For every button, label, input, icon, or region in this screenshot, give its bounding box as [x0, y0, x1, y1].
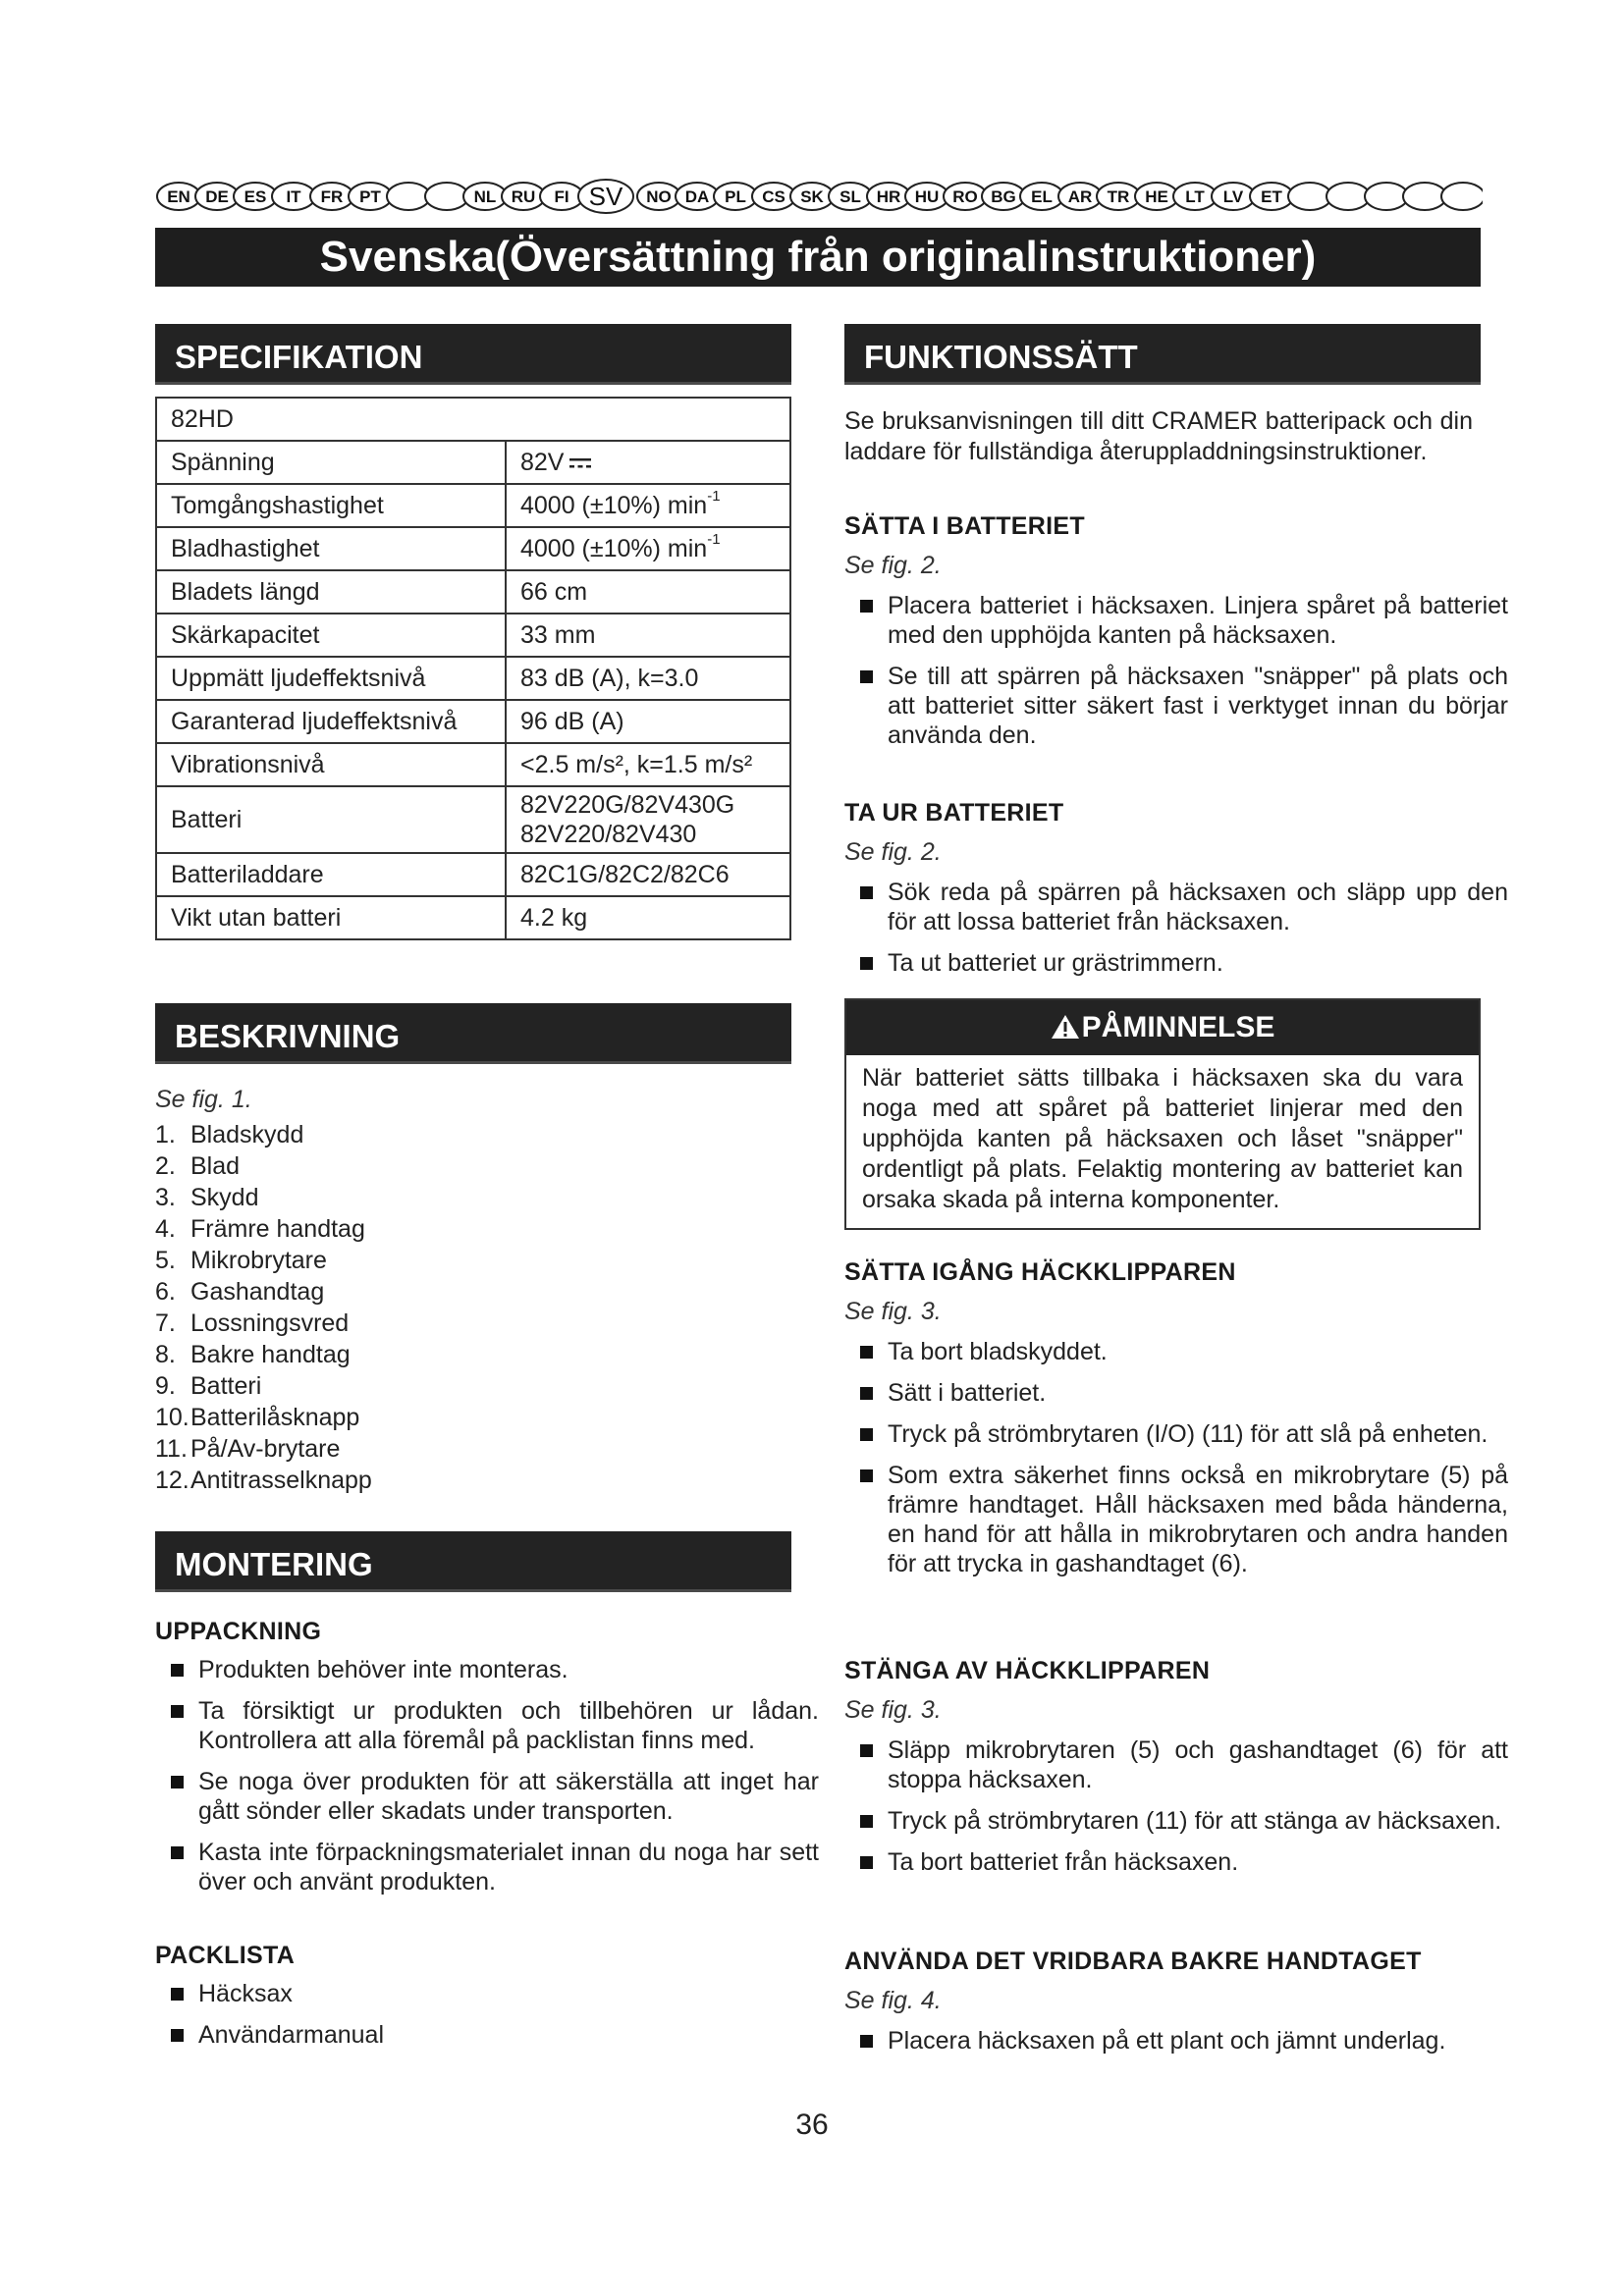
language-tab-no[interactable]: [637, 183, 680, 210]
table-row: [156, 896, 790, 939]
list-item: [155, 1433, 784, 1465]
list-item: [844, 1806, 1508, 1836]
language-tab-ru[interactable]: [502, 183, 545, 210]
bullet-icon: [860, 957, 873, 970]
item-text: Bakre handtag: [190, 1341, 351, 1368]
language-tab-empty[interactable]: [387, 183, 430, 210]
item-number: 9.: [155, 1372, 176, 1400]
language-tab-lt[interactable]: [1173, 183, 1217, 210]
table-row: [156, 700, 790, 743]
item-text: Ta bort bladskyddet.: [888, 1338, 1108, 1365]
language-tab-label: EL: [1031, 187, 1053, 206]
language-tab-tr[interactable]: [1097, 183, 1140, 210]
item-text: Batteri: [190, 1372, 262, 1400]
item-text: Sök reda på spärren på häcksaxen och släpp upp den för att lossa batteriet från häcksaxen.: [888, 879, 1508, 935]
language-tab-label: NL: [473, 187, 497, 206]
bullet-icon: [171, 1776, 184, 1789]
language-tab-sv[interactable]: [578, 180, 633, 213]
parts-list: [155, 1119, 784, 1496]
language-tab-bg[interactable]: [982, 183, 1025, 210]
montering-heading: MONTERING: [155, 1531, 791, 1592]
specifikation-heading: SPECIFIKATION: [155, 324, 791, 385]
language-tab-da[interactable]: [676, 183, 719, 210]
table-row: [156, 570, 790, 614]
language-tab-empty[interactable]: [1288, 183, 1331, 210]
spec-value: [506, 484, 790, 527]
uppackning-heading: UPPACKNING: [155, 1618, 322, 1645]
item-text: Gashandtag: [190, 1278, 325, 1306]
list-item: [155, 1308, 784, 1339]
item-text: Skydd: [190, 1184, 259, 1211]
list-item: [155, 1838, 819, 1896]
beskrivning-heading: BESKRIVNING: [155, 1003, 791, 1064]
item-number: 8.: [155, 1341, 176, 1368]
dc-voltage-icon: [569, 456, 591, 470]
language-tab-hr[interactable]: [867, 183, 910, 210]
item-text: Tryck på strömbrytaren (11) för att stänga av häcksaxen.: [888, 1807, 1502, 1835]
list-item: [155, 1370, 784, 1402]
spec-label: Spänning: [156, 441, 506, 484]
language-tab-label: LT: [1185, 187, 1205, 206]
table-row: [156, 441, 790, 484]
item-text: Ta försiktigt ur produkten och tillbehören ur lådan. Kontrollera att alla föremål på packlistan finns med.: [198, 1697, 819, 1754]
item-number: 11.: [155, 1435, 188, 1463]
anvanda-heading: ANVÄNDA DET VRIDBARA BAKRE HANDTAGET: [844, 1948, 1422, 1975]
language-tab-hu[interactable]: [905, 183, 948, 210]
item-text: Produkten behöver inte monteras.: [198, 1656, 568, 1683]
fig-ref: Se fig. 2.: [844, 552, 942, 579]
bullet-icon: [860, 600, 873, 613]
list-item: [844, 1337, 1508, 1366]
language-tab-label: TR: [1107, 187, 1130, 206]
reminder-text: När batteriet sätts tillbaka i häcksaxen ska du vara noga med att spåret på batteriet linjerar med den upphöjda kanten på häcksaxen och låset "snäpper" ordentligt på plats. Felaktig montering av batteriet kan orsaka skada på interna komponenter.: [862, 1064, 1463, 1213]
fig-ref: Se fig. 4.: [844, 1987, 942, 2014]
table-row: [156, 527, 790, 570]
bullet-icon: [860, 1428, 873, 1441]
language-tab-fr[interactable]: [310, 183, 353, 210]
item-number: 10.: [155, 1404, 189, 1431]
list-item: [844, 591, 1508, 650]
ta-ur-list: [844, 878, 1508, 989]
language-tab-label: DE: [205, 187, 229, 206]
spec-value-line: 82V220G/82V430G: [520, 791, 735, 819]
language-tab-fi[interactable]: [540, 183, 583, 210]
item-number: 6.: [155, 1278, 176, 1306]
spec-value: [506, 441, 790, 484]
item-text: Främre handtag: [190, 1215, 365, 1243]
item-text: Som extra säkerhet finns också en mikrobrytare (5) på främre handtaget. Håll häcksaxen med båda händerna, en hand för att hålla in mikrobrytaren och andra handen för att trycka in gashandtaget (6).: [888, 1462, 1508, 1577]
language-tab-sk[interactable]: [790, 183, 834, 210]
bullet-icon: [860, 886, 873, 899]
list-item: [844, 1847, 1508, 1877]
list-item: [155, 2020, 819, 2050]
spec-value: <2.5 m/s², k=1.5 m/s²: [506, 743, 790, 786]
list-item: [844, 1735, 1508, 1794]
anvanda-list: [844, 2026, 1508, 2067]
list-item: [844, 662, 1508, 750]
warning-triangle-icon: [1051, 1014, 1080, 1040]
reminder-heading: [846, 1000, 1479, 1055]
fig-ref: Se fig. 3.: [844, 1298, 942, 1325]
page-title: Svenska(Översättning från originalinstruktioner): [155, 228, 1481, 287]
language-tab-label: RU: [511, 187, 536, 206]
list-item: [844, 878, 1508, 936]
item-number: 1.: [155, 1121, 176, 1148]
language-tab-label: BG: [991, 187, 1016, 206]
page-number: 36: [795, 2109, 829, 2141]
bullet-icon: [860, 1387, 873, 1400]
spec-value-text: 4000 (±10%) min: [520, 534, 708, 562]
list-item: [844, 1461, 1508, 1578]
spec-value: 83 dB (A), k=3.0: [506, 657, 790, 700]
language-tab-el[interactable]: [1020, 183, 1063, 210]
language-tab-empty[interactable]: [1441, 183, 1483, 210]
language-tab-en[interactable]: [157, 183, 200, 210]
funktionssatt-intro: Se bruksanvisningen till ditt CRAMER batteripack och din laddare för fullständiga återuppladdningsinstruktioner.: [844, 407, 1473, 465]
language-tab-empty[interactable]: [425, 183, 468, 210]
item-text: Se noga över produkten för att säkerställa att inget har gått sönder eller skadats under transporten.: [198, 1768, 819, 1825]
list-item: [844, 948, 1508, 978]
list-item: [155, 1696, 819, 1755]
language-tab-label: HU: [914, 187, 940, 206]
spec-table: [155, 397, 791, 940]
language-tabs: [155, 179, 1483, 214]
bullet-icon: [860, 1469, 873, 1482]
spec-label: Bladhastighet: [156, 527, 506, 570]
list-item: [155, 1276, 784, 1308]
reminder-heading-text: PÅMINNELSE: [1081, 1011, 1275, 1043]
item-number: 7.: [155, 1309, 176, 1337]
language-tab-label: CS: [762, 187, 785, 206]
packlista-heading: PACKLISTA: [155, 1942, 296, 1969]
packlista-list: [155, 1979, 819, 2061]
list-item: [155, 1182, 784, 1213]
spec-label: Tomgångshastighet: [156, 484, 506, 527]
spec-label: Batteri: [156, 786, 506, 853]
spec-value: [506, 786, 790, 853]
list-item: [155, 1150, 784, 1182]
list-item: [155, 1119, 784, 1150]
language-tab-label: PL: [725, 187, 746, 206]
item-text: Tryck på strömbrytaren (I/O) (11) för att slå på enheten.: [888, 1420, 1489, 1448]
language-tab-label: FI: [554, 187, 569, 206]
language-tab-strip: [155, 179, 1483, 214]
spec-model-row: [156, 398, 790, 441]
spec-model: 82HD: [156, 398, 790, 441]
item-text: Placera häcksaxen på ett plant och jämnt underlag.: [888, 2027, 1446, 2055]
list-item: [155, 1465, 784, 1496]
bullet-icon: [860, 1744, 873, 1757]
language-tab-label: HE: [1145, 187, 1168, 206]
bullet-icon: [171, 1846, 184, 1859]
language-tab-empty[interactable]: [1365, 183, 1408, 210]
spec-value: 96 dB (A): [506, 700, 790, 743]
list-item: [155, 1339, 784, 1370]
table-row: [156, 657, 790, 700]
language-tab-empty[interactable]: [1326, 183, 1370, 210]
language-tab-label: AR: [1067, 187, 1093, 206]
spec-value-text: 82V: [520, 448, 565, 476]
bullet-icon: [860, 1856, 873, 1869]
item-text: Batterilåsknapp: [190, 1404, 360, 1431]
item-text: Ta ut batteriet ur grästrimmern.: [888, 949, 1223, 977]
spec-label: Uppmätt ljudeffektsnivå: [156, 657, 506, 700]
item-text: Släpp mikrobrytaren (5) och gashandtaget (6) för att stoppa häcksaxen.: [888, 1736, 1508, 1793]
item-text: Mikrobrytare: [190, 1247, 327, 1274]
item-text: Bladskydd: [190, 1121, 304, 1148]
stanga-av-heading: STÄNGA AV HÄCKKLIPPAREN: [844, 1657, 1211, 1684]
spec-label: Garanterad ljudeffektsnivå: [156, 700, 506, 743]
language-tab-label: IT: [286, 187, 301, 206]
table-row: [156, 786, 790, 853]
spec-value-text: 4000 (±10%) min: [520, 491, 708, 519]
language-tab-ro[interactable]: [944, 183, 987, 210]
list-item: [844, 2026, 1508, 2056]
language-tab-label: SV: [588, 182, 623, 211]
item-text: Antitrasselknapp: [190, 1467, 372, 1494]
language-tab-he[interactable]: [1135, 183, 1178, 210]
language-tab-label: ET: [1261, 187, 1282, 206]
satta-i-heading: SÄTTA I BATTERIET: [844, 512, 1085, 540]
language-tab-lv[interactable]: [1212, 183, 1255, 210]
satta-i-list: [844, 591, 1508, 762]
language-tab-label: SL: [839, 187, 861, 206]
list-item: [844, 1419, 1508, 1449]
satta-igang-heading: SÄTTA IGÅNG HÄCKKLIPPAREN: [844, 1258, 1236, 1286]
language-tab-it[interactable]: [272, 183, 315, 210]
spec-value-sup: -1: [707, 530, 721, 548]
spec-value-line: 82V220/82V430: [520, 821, 697, 848]
bullet-icon: [171, 1988, 184, 2001]
language-tab-nl[interactable]: [463, 183, 507, 210]
list-item: [155, 1213, 784, 1245]
list-item: [155, 1767, 819, 1826]
funktionssatt-heading: FUNKTIONSSÄTT: [844, 324, 1481, 385]
table-row: [156, 743, 790, 786]
spec-value-sup: -1: [707, 487, 721, 505]
item-text: Användarmanual: [198, 2021, 385, 2049]
language-tab-cs[interactable]: [752, 183, 795, 210]
item-number: 4.: [155, 1215, 176, 1243]
stanga-av-list: [844, 1735, 1508, 1889]
spec-value: 66 cm: [506, 570, 790, 614]
item-text: Kasta inte förpackningsmaterialet innan du noga har sett över och använt produkten.: [198, 1839, 819, 1896]
bullet-icon: [171, 1664, 184, 1677]
table-row: [156, 614, 790, 657]
item-text: Se till att spärren på häcksaxen "snäpper" på plats och att batteriet sitter säkert fast i verktyget innan du börjar använda den.: [888, 663, 1508, 749]
satta-igang-list: [844, 1337, 1508, 1590]
spec-value: 82C1G/82C2/82C6: [506, 853, 790, 896]
spec-label: Skärkapacitet: [156, 614, 506, 657]
spec-value: 4.2 kg: [506, 896, 790, 939]
bullet-icon: [860, 2035, 873, 2048]
list-item: [844, 1378, 1508, 1408]
item-text: Lossningsvred: [190, 1309, 350, 1337]
language-tab-label: EN: [167, 187, 190, 206]
language-tab-es[interactable]: [234, 183, 277, 210]
fig-ref: Se fig. 3.: [844, 1696, 942, 1724]
spec-label: Bladets längd: [156, 570, 506, 614]
list-item: [155, 1979, 819, 2008]
item-text: Ta bort batteriet från häcksaxen.: [888, 1848, 1239, 1876]
language-tab-label: LV: [1222, 187, 1244, 206]
list-item: [155, 1402, 784, 1433]
bullet-icon: [860, 670, 873, 683]
spec-label: Vibrationsnivå: [156, 743, 506, 786]
item-text: Häcksax: [198, 1980, 293, 2007]
spec-value: 33 mm: [506, 614, 790, 657]
language-tab-label: DA: [684, 187, 710, 206]
language-tab-et[interactable]: [1250, 183, 1293, 210]
language-tab-pl[interactable]: [714, 183, 757, 210]
fig-ref: Se fig. 2.: [844, 838, 942, 866]
language-tab-label: SK: [800, 187, 824, 206]
item-number: 2.: [155, 1152, 176, 1180]
language-tab-sl[interactable]: [829, 183, 872, 210]
language-tab-label: PT: [359, 187, 381, 206]
language-tab-label: RO: [952, 187, 978, 206]
uppackning-list: [155, 1655, 819, 1908]
reminder-box: [844, 998, 1481, 1230]
spec-value: [506, 527, 790, 570]
language-tab-ar[interactable]: [1058, 183, 1102, 210]
table-row: [156, 484, 790, 527]
language-tab-empty[interactable]: [1403, 183, 1446, 210]
language-tab-label: NO: [646, 187, 672, 206]
bullet-icon: [171, 2029, 184, 2042]
spec-label: Batteriladdare: [156, 853, 506, 896]
bullet-icon: [171, 1705, 184, 1718]
language-tab-label: ES: [244, 187, 267, 206]
language-tab-pt[interactable]: [349, 183, 392, 210]
list-item: [155, 1245, 784, 1276]
item-text: Sätt i batteriet.: [888, 1379, 1047, 1407]
item-text: På/Av-brytare: [190, 1435, 341, 1463]
language-tab-de[interactable]: [195, 183, 239, 210]
item-number: 3.: [155, 1184, 176, 1211]
item-text: Blad: [190, 1152, 241, 1180]
ta-ur-heading: TA UR BATTERIET: [844, 799, 1064, 827]
list-item: [155, 1655, 819, 1684]
spec-label: Vikt utan batteri: [156, 896, 506, 939]
item-number: 12.: [155, 1467, 189, 1494]
fig-ref: Se fig. 1.: [155, 1086, 252, 1113]
language-tab-label: HR: [876, 187, 901, 206]
bullet-icon: [860, 1815, 873, 1828]
bullet-icon: [860, 1346, 873, 1359]
item-number: 5.: [155, 1247, 176, 1274]
table-row: [156, 853, 790, 896]
item-text: Placera batteriet i häcksaxen. Linjera spåret på batteriet med den upphöjda kanten på häcksaxen.: [888, 592, 1508, 649]
language-tab-label: FR: [320, 187, 344, 206]
